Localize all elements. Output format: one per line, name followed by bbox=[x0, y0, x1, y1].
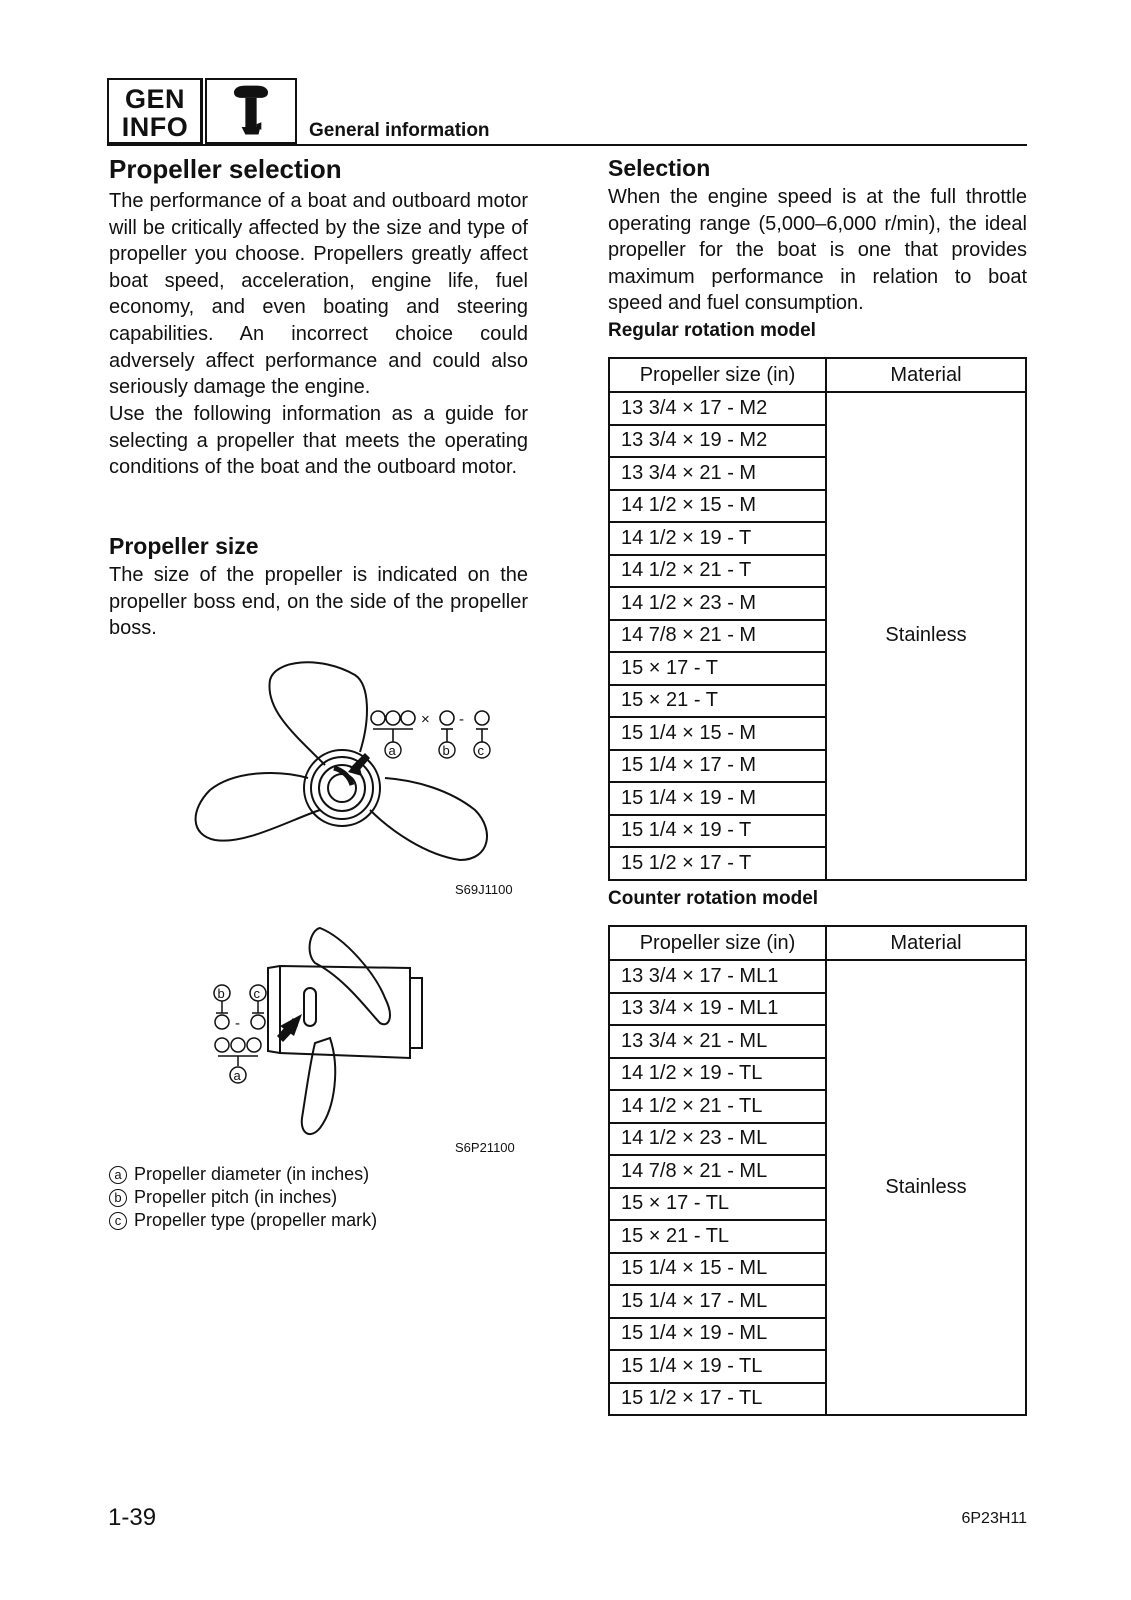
svg-text:a: a bbox=[233, 1068, 241, 1083]
legend-text: Propeller type (propeller mark) bbox=[134, 1210, 378, 1230]
dash-sign: - bbox=[459, 711, 464, 728]
legend-item bbox=[109, 1209, 377, 1232]
propeller-size-cell: 14 1/2 × 19 - TL bbox=[609, 1058, 826, 1091]
svg-text:c: c bbox=[477, 743, 484, 758]
svg-text:b: b bbox=[442, 743, 450, 758]
svg-text:c: c bbox=[253, 986, 260, 1001]
material-cell: Stainless bbox=[826, 960, 1026, 1415]
propeller-front-diagram bbox=[190, 660, 530, 896]
propeller-size-cell: 14 1/2 × 19 - T bbox=[609, 522, 826, 555]
propeller-size-cell: 15 × 17 - T bbox=[609, 652, 826, 685]
outboard-motor-icon bbox=[205, 78, 297, 144]
propeller-size-cell: 15 × 17 - TL bbox=[609, 1188, 826, 1221]
propeller-size-cell: 14 1/2 × 23 - M bbox=[609, 587, 826, 620]
svg-text:b: b bbox=[217, 986, 225, 1001]
counter-rotation-table bbox=[608, 925, 1027, 1416]
propeller-size-cell: 15 1/4 × 19 - TL bbox=[609, 1350, 826, 1383]
document-code: 6P23H11 bbox=[961, 1510, 1027, 1527]
propeller-size-cell: 13 3/4 × 17 - M2 bbox=[609, 392, 826, 425]
propeller-size-cell: 14 1/2 × 21 - TL bbox=[609, 1090, 826, 1123]
figure-legend bbox=[109, 1163, 377, 1232]
propeller-size-cell: 15 1/4 × 17 - M bbox=[609, 750, 826, 783]
column-header-size: Propeller size (in) bbox=[609, 926, 826, 960]
gen-info-line1: GEN bbox=[124, 84, 185, 114]
legend-text: Propeller pitch (in inches) bbox=[134, 1187, 338, 1207]
figure1-code: S69J1100 bbox=[455, 882, 513, 897]
counter-rotation-title: Counter rotation model bbox=[608, 888, 819, 909]
propeller-selection-heading: Propeller selection bbox=[109, 154, 342, 184]
propeller-size-cell: 13 3/4 × 19 - M2 bbox=[609, 425, 826, 458]
badge-divider bbox=[200, 78, 203, 144]
propeller-size-cell: 14 1/2 × 21 - T bbox=[609, 555, 826, 588]
propeller-size-cell: 15 1/4 × 15 - ML bbox=[609, 1253, 826, 1286]
svg-text:a: a bbox=[388, 743, 396, 758]
section-title: General information bbox=[309, 120, 490, 141]
legend-mark: c bbox=[109, 1212, 127, 1230]
header-rule bbox=[107, 144, 1027, 146]
propeller-size-cell: 13 3/4 × 21 - M bbox=[609, 457, 826, 490]
material-cell: Stainless bbox=[826, 392, 1026, 880]
column-header-material: Material bbox=[826, 358, 1026, 392]
propeller-size-heading: Propeller size bbox=[109, 533, 259, 559]
selection-heading: Selection bbox=[608, 155, 711, 181]
table-row bbox=[609, 392, 1026, 425]
gen-info-badge bbox=[107, 78, 201, 144]
propeller-size-cell: 15 1/4 × 19 - M bbox=[609, 782, 826, 815]
propeller-size-cell: 15 1/2 × 17 - T bbox=[609, 847, 826, 880]
regular-rotation-title: Regular rotation model bbox=[608, 320, 816, 341]
page-number: 1-39 bbox=[108, 1504, 157, 1531]
times-sign: × bbox=[421, 711, 430, 728]
table-row bbox=[609, 960, 1026, 993]
propeller-size-cell: 15 1/4 × 15 - M bbox=[609, 717, 826, 750]
guide-paragraph: Use the following information as a guide for selecting a propeller that meets the operating conditions of the boat and the outboard motor. bbox=[109, 403, 528, 479]
legend-item bbox=[109, 1163, 377, 1186]
propeller-size-cell: 14 1/2 × 23 - ML bbox=[609, 1123, 826, 1156]
selection-paragraph: When the engine speed is at the full throttle operating range (5,000–6,000 r/min), the ideal propeller for the boat is one that provides maximum performance in relation to boat speed and fuel consumption. bbox=[608, 186, 1027, 315]
propeller-size-cell: 14 1/2 × 15 - M bbox=[609, 490, 826, 523]
propeller-size-cell: 15 × 21 - T bbox=[609, 685, 826, 718]
propeller-size-cell: 14 7/8 × 21 - ML bbox=[609, 1155, 826, 1188]
propeller-size-cell: 14 7/8 × 21 - M bbox=[609, 620, 826, 653]
propeller-side-diagram bbox=[210, 918, 530, 1150]
intro-paragraph: The performance of a boat and outboard motor will be critically affected by the size and type of propeller you choose. Propellers greatly affect boat speed, acceleration, engine life, fuel economy, and even boating and steering capabilities. An incorrect choice could adversely affect performance and could also seriously damage the engine. bbox=[109, 190, 528, 399]
gen-info-line2: INFO bbox=[121, 112, 189, 142]
propeller-size-cell: 15 1/4 × 17 - ML bbox=[609, 1285, 826, 1318]
propeller-size-cell: 15 1/4 × 19 - ML bbox=[609, 1318, 826, 1351]
legend-item bbox=[109, 1186, 377, 1209]
regular-rotation-table bbox=[608, 357, 1027, 881]
dash-sign-2: - bbox=[235, 1015, 240, 1032]
propeller-size-cell: 15 1/2 × 17 - TL bbox=[609, 1383, 826, 1416]
legend-mark: a bbox=[109, 1166, 127, 1184]
propeller-size-cell: 13 3/4 × 21 - ML bbox=[609, 1025, 826, 1058]
propeller-size-cell: 13 3/4 × 19 - ML1 bbox=[609, 993, 826, 1026]
column-header-size: Propeller size (in) bbox=[609, 358, 826, 392]
legend-mark: b bbox=[109, 1189, 127, 1207]
column-header-material: Material bbox=[826, 926, 1026, 960]
propeller-size-cell: 15 1/4 × 19 - T bbox=[609, 815, 826, 848]
propeller-size-paragraph: The size of the propeller is indicated on the propeller boss end, on the side of the propeller boss. bbox=[109, 564, 528, 640]
legend-text: Propeller diameter (in inches) bbox=[134, 1164, 370, 1184]
propeller-size-cell: 15 × 21 - TL bbox=[609, 1220, 826, 1253]
figure2-code: S6P21100 bbox=[455, 1140, 515, 1155]
propeller-size-cell: 13 3/4 × 17 - ML1 bbox=[609, 960, 826, 993]
